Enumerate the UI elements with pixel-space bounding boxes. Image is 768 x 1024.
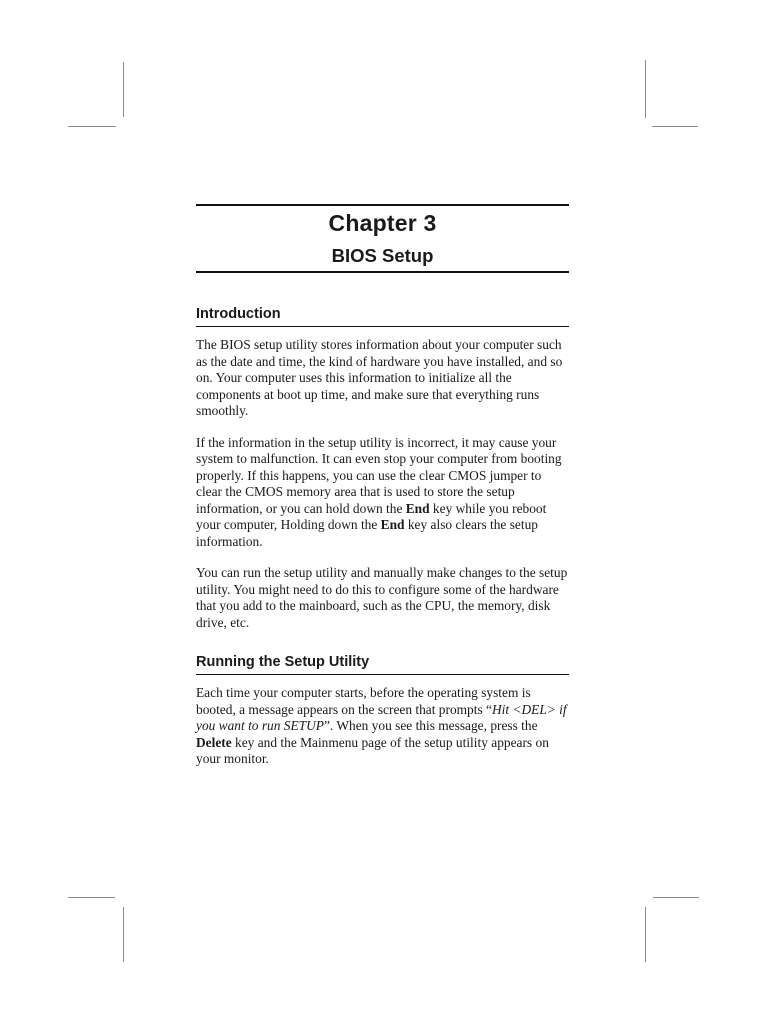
crop-mark-top-right-horizontal bbox=[652, 126, 698, 127]
crop-mark-bottom-left-vertical bbox=[123, 907, 124, 962]
crop-mark-bottom-right-vertical bbox=[645, 907, 646, 962]
section-heading-running-setup: Running the Setup Utility bbox=[196, 653, 569, 675]
text-run: The BIOS setup utility stores information about your computer such as the date and time, the kind of hardware you have installed, and so on. Your computer uses this information to initialize all the components at boot up time, and make sure that everything runs smoothly. bbox=[196, 337, 563, 418]
text-run: ”. When you see this message, press the bbox=[323, 718, 538, 733]
text-run: key while you reboot your computer, Holding down the bbox=[196, 500, 547, 532]
bold-text: Delete bbox=[196, 734, 232, 750]
text-run: key also clears the setup information. bbox=[196, 517, 538, 549]
intro-paragraph-3 bbox=[196, 565, 569, 631]
crop-mark-top-left-horizontal bbox=[68, 126, 116, 127]
section-introduction bbox=[196, 305, 569, 631]
text-run: key and the Mainmenu page of the setup utility appears on your monitor. bbox=[196, 734, 549, 766]
chapter-top-rule bbox=[196, 204, 569, 206]
bold-text: End bbox=[405, 500, 430, 516]
chapter-title: Chapter 3 bbox=[328, 210, 437, 236]
chapter-subtitle: BIOS Setup bbox=[331, 245, 434, 266]
crop-mark-bottom-right-horizontal bbox=[653, 897, 699, 898]
crop-mark-top-left-vertical bbox=[123, 62, 124, 117]
document-page bbox=[196, 204, 569, 768]
running-setup-paragraph-1 bbox=[196, 685, 569, 768]
bold-text: End bbox=[380, 517, 405, 532]
intro-paragraph-2 bbox=[196, 435, 569, 551]
chapter-bottom-rule bbox=[196, 271, 569, 273]
intro-paragraph-1 bbox=[196, 337, 569, 420]
text-run: If the information in the setup utility is incorrect, it may cause your system to malfunction. It can even stop your computer from booting properly. If this happens, you can use the clear CMOS jumper to clear the CMOS memory area that is used to store the setup information, or you can hold down the bbox=[196, 434, 562, 516]
text-run: Each time your computer starts, before the operating system is booted, a message appears on the screen that prompts “ bbox=[196, 685, 531, 717]
text-run: You can run the setup utility and manually make changes to the setup utility. You might need to do this to configure some of the hardware that you add to the mainboard, such as the CPU, the memory, disk drive, etc. bbox=[196, 565, 568, 630]
section-heading-introduction: Introduction bbox=[196, 305, 569, 327]
italic-text: Hit <DEL> if you want to run SETUP bbox=[196, 701, 567, 733]
crop-mark-bottom-left-horizontal bbox=[68, 897, 115, 898]
crop-mark-top-right-vertical bbox=[645, 60, 646, 118]
section-running-setup bbox=[196, 653, 569, 768]
